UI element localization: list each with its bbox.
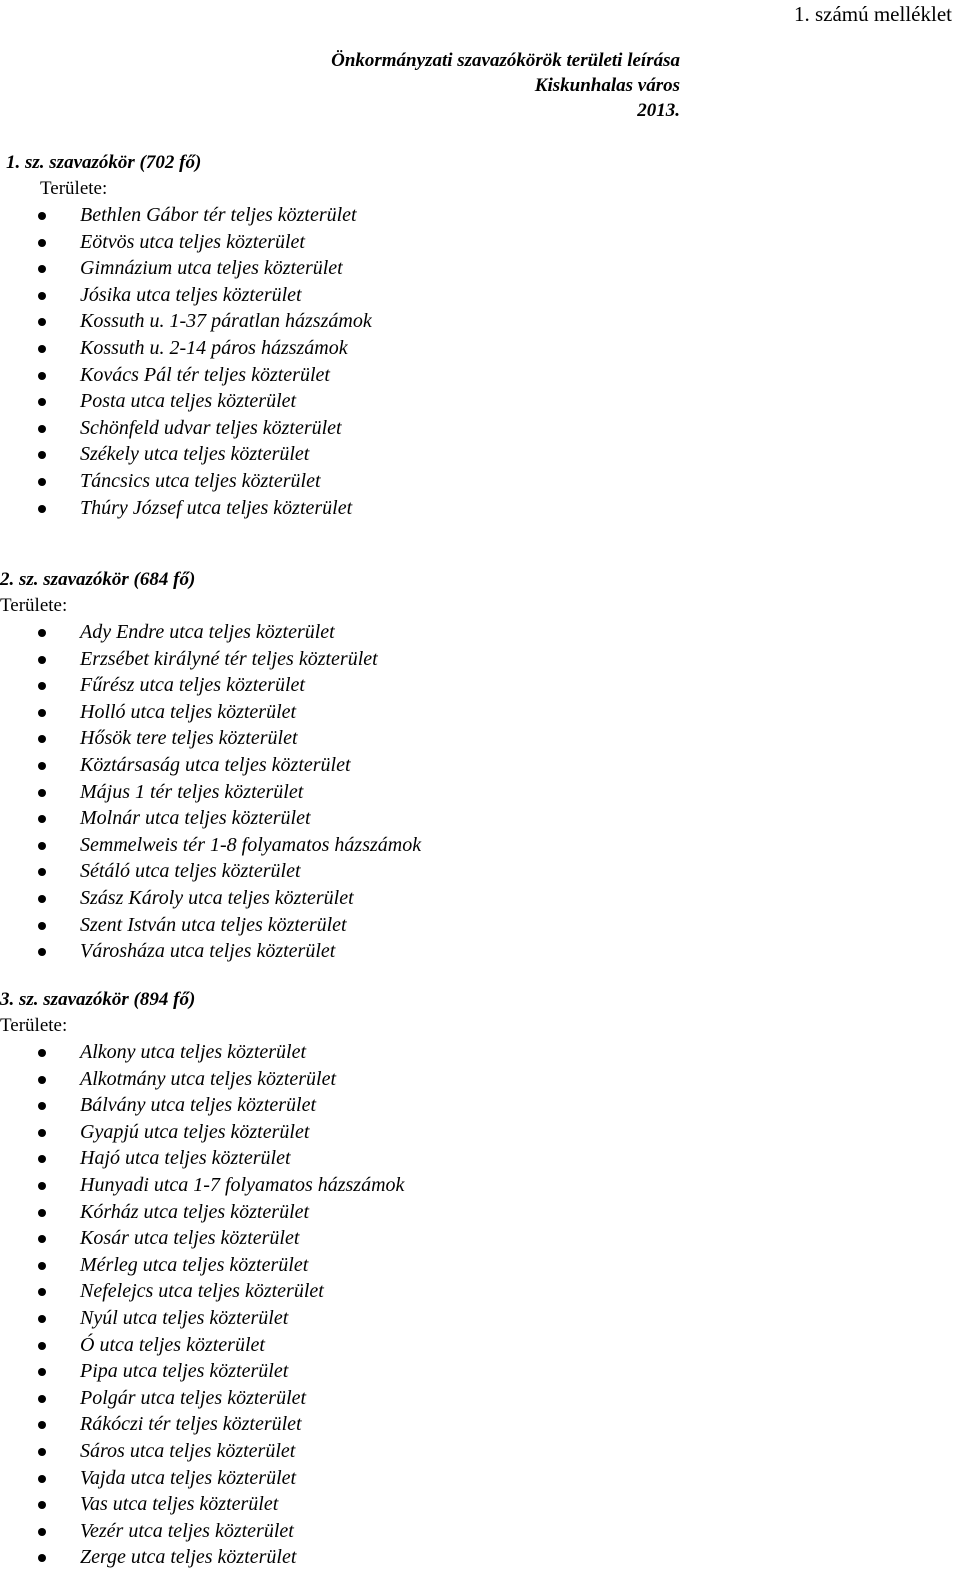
- list-item: [0, 1278, 900, 1305]
- bullet-icon: [38, 292, 46, 300]
- district-heading: 2. sz. szavazókör (684 fő): [0, 569, 196, 590]
- list-item: [0, 1411, 900, 1438]
- list-item: [0, 362, 900, 389]
- bullet-icon: [38, 265, 46, 273]
- list-item: [0, 832, 900, 859]
- street-text: Gimnázium utca teljes közterület: [80, 257, 343, 280]
- district-2: [0, 567, 900, 965]
- street-text: Köztársaság utca teljes közterület: [80, 753, 351, 776]
- list-item: [0, 255, 900, 282]
- bullet-icon: [38, 478, 46, 486]
- bullet-icon: [38, 656, 46, 664]
- street-text: Semmelweis tér 1-8 folyamatos házszámok: [80, 833, 422, 856]
- list-item: [0, 1438, 900, 1465]
- bullet-icon: [38, 1554, 46, 1562]
- street-text: Bethlen Gábor tér teljes közterület: [80, 204, 357, 226]
- bullet-icon: [38, 318, 46, 326]
- list-item: [0, 282, 900, 309]
- list-item: [0, 779, 900, 806]
- list-item: [0, 752, 900, 779]
- bullet-icon: [38, 1155, 46, 1163]
- street-text: Erzsébet királyné tér teljes közterület: [80, 647, 378, 670]
- bullet-icon: [38, 1395, 46, 1403]
- title-line-1: Önkormányzati szavazókörök területi leírása: [331, 50, 680, 71]
- list-item: [0, 1145, 900, 1172]
- bullet-icon: [38, 1235, 46, 1243]
- list-item: [0, 229, 900, 256]
- bullet-icon: [38, 895, 46, 903]
- bullet-icon: [38, 505, 46, 513]
- list-item: [0, 646, 900, 673]
- bullet-icon: [38, 1076, 46, 1084]
- list-item: [0, 1252, 900, 1279]
- bullet-icon: [38, 1102, 46, 1110]
- street-text: Ó utca teljes közterület: [80, 1333, 265, 1356]
- street-text: Székely utca teljes közterület: [80, 443, 310, 466]
- bullet-icon: [38, 629, 46, 637]
- bullet-icon: [38, 1448, 46, 1456]
- title-line-2: Kiskunhalas város: [534, 75, 680, 96]
- list-item: [0, 1225, 900, 1252]
- district-heading: 1. sz. szavazókör (702 fő): [6, 152, 202, 173]
- bullet-icon: [38, 948, 46, 956]
- document-title: [230, 48, 680, 123]
- list-item: [0, 1039, 900, 1066]
- list-item: [0, 1544, 900, 1571]
- bullet-icon: [38, 1182, 46, 1190]
- street-text: Posta utca teljes közterület: [80, 390, 297, 413]
- street-text: Városháza utca teljes közterület: [80, 940, 336, 963]
- street-text: Nyúl utca teljes közterület: [80, 1306, 289, 1329]
- street-text: Kórház utca teljes közterület: [80, 1200, 310, 1223]
- bullet-icon: [38, 372, 46, 380]
- bullet-icon: [38, 1528, 46, 1536]
- list-item: [0, 699, 900, 726]
- street-list: [0, 1039, 900, 1571]
- list-item: [0, 619, 900, 646]
- street-text: Alkony utca teljes közterület: [80, 1041, 307, 1063]
- bullet-icon: [38, 1342, 46, 1350]
- bullet-icon: [38, 842, 46, 850]
- street-text: Gyapjú utca teljes közterület: [80, 1120, 310, 1143]
- list-item: [0, 1305, 900, 1332]
- list-item: [0, 308, 900, 335]
- street-text: Thúry József utca teljes közterület: [80, 496, 353, 519]
- bullet-icon: [38, 709, 46, 717]
- bullet-icon: [38, 1129, 46, 1137]
- street-text: Kossuth u. 1-37 páratlan házszámok: [80, 310, 372, 333]
- list-item: [0, 725, 900, 752]
- list-item: [0, 415, 900, 442]
- bullet-icon: [38, 762, 46, 770]
- list-item: [0, 938, 900, 965]
- street-text: Bálvány utca teljes közterület: [80, 1094, 317, 1117]
- street-text: Mérleg utca teljes közterület: [80, 1253, 309, 1276]
- list-item: [0, 1491, 900, 1518]
- bullet-icon: [38, 398, 46, 406]
- list-item: [0, 672, 900, 699]
- title-line-3: 2013.: [637, 100, 680, 121]
- list-item: [0, 885, 900, 912]
- bullet-icon: [38, 425, 46, 433]
- list-item: [0, 1119, 900, 1146]
- bullet-icon: [38, 789, 46, 797]
- bullet-icon: [38, 1475, 46, 1483]
- street-text: Sáros utca teljes közterület: [80, 1439, 296, 1462]
- district-1: [0, 150, 900, 521]
- list-item: [0, 202, 900, 229]
- list-item: [0, 441, 900, 468]
- street-text: Május 1 tér teljes közterület: [80, 780, 304, 803]
- bullet-icon: [38, 1262, 46, 1270]
- list-item: [0, 912, 900, 939]
- bullet-icon: [38, 345, 46, 353]
- list-item: [0, 1172, 900, 1199]
- street-text: Vajda utca teljes közterület: [80, 1466, 297, 1489]
- bullet-icon: [38, 682, 46, 690]
- bullet-icon: [38, 1421, 46, 1429]
- area-label: Területe:: [0, 1015, 68, 1036]
- list-item: [0, 468, 900, 495]
- street-text: Rákóczi tér teljes közterület: [80, 1413, 302, 1436]
- street-text: Szent István utca teljes közterület: [80, 913, 347, 936]
- bullet-icon: [38, 735, 46, 743]
- bullet-icon: [38, 212, 46, 220]
- district-3: [0, 987, 900, 1571]
- street-text: Fűrész utca teljes közterület: [80, 674, 305, 697]
- list-item: [0, 1358, 900, 1385]
- street-text: Eötvös utca teljes közterület: [80, 230, 305, 253]
- list-item: [0, 1385, 900, 1412]
- list-item: [0, 1092, 900, 1119]
- street-text: Nefelejcs utca teljes közterület: [80, 1280, 324, 1303]
- street-text: Alkotmány utca teljes közterület: [80, 1067, 337, 1090]
- list-item: [0, 495, 900, 522]
- street-text: Holló utca teljes közterület: [80, 700, 297, 723]
- street-text: Kossuth u. 2-14 páros házszámok: [80, 336, 348, 359]
- street-text: Hunyadi utca 1-7 folyamatos házszámok: [80, 1173, 405, 1196]
- bullet-icon: [38, 1315, 46, 1323]
- street-text: Szász Károly utca teljes közterület: [80, 886, 354, 909]
- street-text: Sétáló utca teljes közterület: [80, 860, 301, 883]
- list-item: [0, 335, 900, 362]
- street-text: Hősök tere teljes közterület: [80, 727, 298, 750]
- street-text: Vezér utca teljes közterület: [80, 1519, 294, 1542]
- area-label: Területe:: [40, 178, 108, 199]
- bullet-icon: [38, 1209, 46, 1217]
- bullet-icon: [38, 1049, 46, 1057]
- district-heading: 3. sz. szavazókör (894 fő): [0, 989, 196, 1010]
- bullet-icon: [38, 922, 46, 930]
- list-item: [0, 1066, 900, 1093]
- bullet-icon: [38, 815, 46, 823]
- street-text: Kovács Pál tér teljes közterület: [80, 363, 330, 386]
- list-item: [0, 1332, 900, 1359]
- bullet-icon: [38, 868, 46, 876]
- bullet-icon: [38, 239, 46, 247]
- street-text: Ady Endre utca teljes közterület: [80, 621, 335, 643]
- street-text: Kosár utca teljes közterület: [80, 1227, 300, 1250]
- list-item: [0, 858, 900, 885]
- bullet-icon: [38, 1501, 46, 1509]
- street-text: Zerge utca teljes közterület: [80, 1546, 297, 1569]
- street-text: Vas utca teljes közterület: [80, 1493, 279, 1516]
- street-text: Jósika utca teljes közterület: [80, 283, 302, 306]
- list-item: [0, 805, 900, 832]
- street-list: [0, 202, 900, 521]
- bullet-icon: [38, 1368, 46, 1376]
- list-item: [0, 1199, 900, 1226]
- list-item: [0, 1465, 900, 1492]
- street-text: Hajó utca teljes közterület: [80, 1147, 291, 1170]
- street-text: Táncsics utca teljes közterület: [80, 469, 321, 492]
- street-text: Polgár utca teljes közterület: [80, 1386, 307, 1409]
- annex-label: 1. számú melléklet: [793, 2, 952, 26]
- bullet-icon: [38, 451, 46, 459]
- list-item: [0, 1518, 900, 1545]
- street-text: Pipa utca teljes közterület: [80, 1360, 289, 1383]
- street-text: Schönfeld udvar teljes közterület: [80, 416, 342, 439]
- list-item: [0, 388, 900, 415]
- street-list: [0, 619, 900, 965]
- street-text: Molnár utca teljes közterület: [80, 807, 311, 830]
- area-label: Területe:: [0, 595, 68, 616]
- bullet-icon: [38, 1288, 46, 1296]
